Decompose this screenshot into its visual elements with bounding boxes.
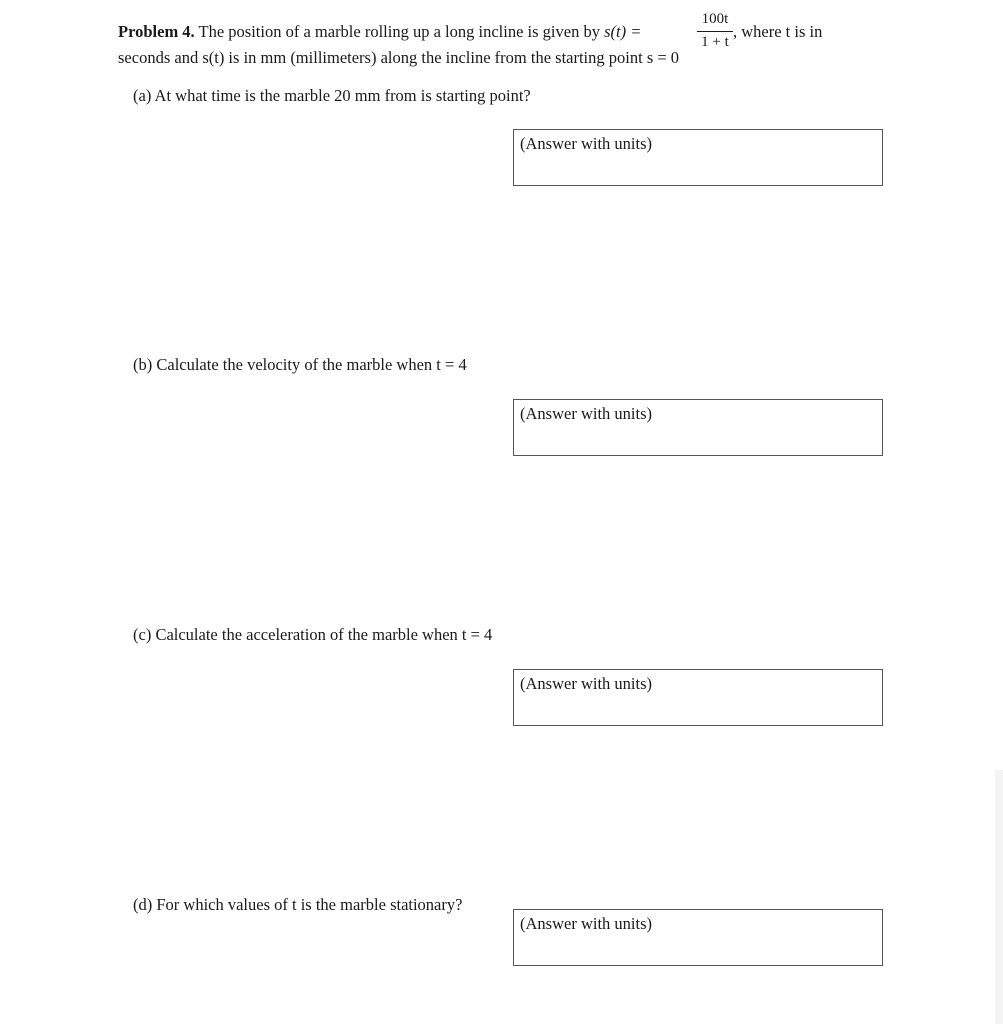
answer-placeholder-a: (Answer with units) [520, 134, 652, 153]
question-d: (d) For which values of t is the marble stationary? [133, 895, 463, 914]
answer-placeholder-d: (Answer with units) [520, 914, 652, 933]
answer-placeholder-b: (Answer with units) [520, 404, 652, 423]
fraction-bar [697, 31, 733, 32]
problem-intro: The position of a marble rolling up a long incline is given by [198, 22, 600, 41]
answer-box-b[interactable] [513, 399, 883, 456]
question-a: (a) At what time is the marble 20 mm from is starting point? [133, 86, 531, 105]
page-edge-shadow [995, 770, 1003, 1024]
fraction-denominator: 1 + t [701, 34, 729, 50]
question-b: (b) Calculate the velocity of the marble when t = 4 [133, 355, 467, 374]
problem-line-1 [118, 24, 641, 41]
function-expression: s(t) = [604, 22, 642, 41]
problem-intro-tail: , where t is in [733, 22, 823, 41]
fraction-numerator: 100t [701, 11, 729, 27]
answer-placeholder-c: (Answer with units) [520, 674, 652, 693]
problem-line-2: seconds and s(t) is in mm (millimeters) along the incline from the starting point s = 0 [118, 48, 680, 67]
question-c: (c) Calculate the acceleration of the marble when t = 4 [133, 625, 493, 644]
answer-box-d[interactable] [513, 909, 883, 966]
answer-box-c[interactable] [513, 669, 883, 726]
answer-box-a[interactable] [513, 129, 883, 186]
problem-heading: Problem 4. [118, 22, 195, 41]
